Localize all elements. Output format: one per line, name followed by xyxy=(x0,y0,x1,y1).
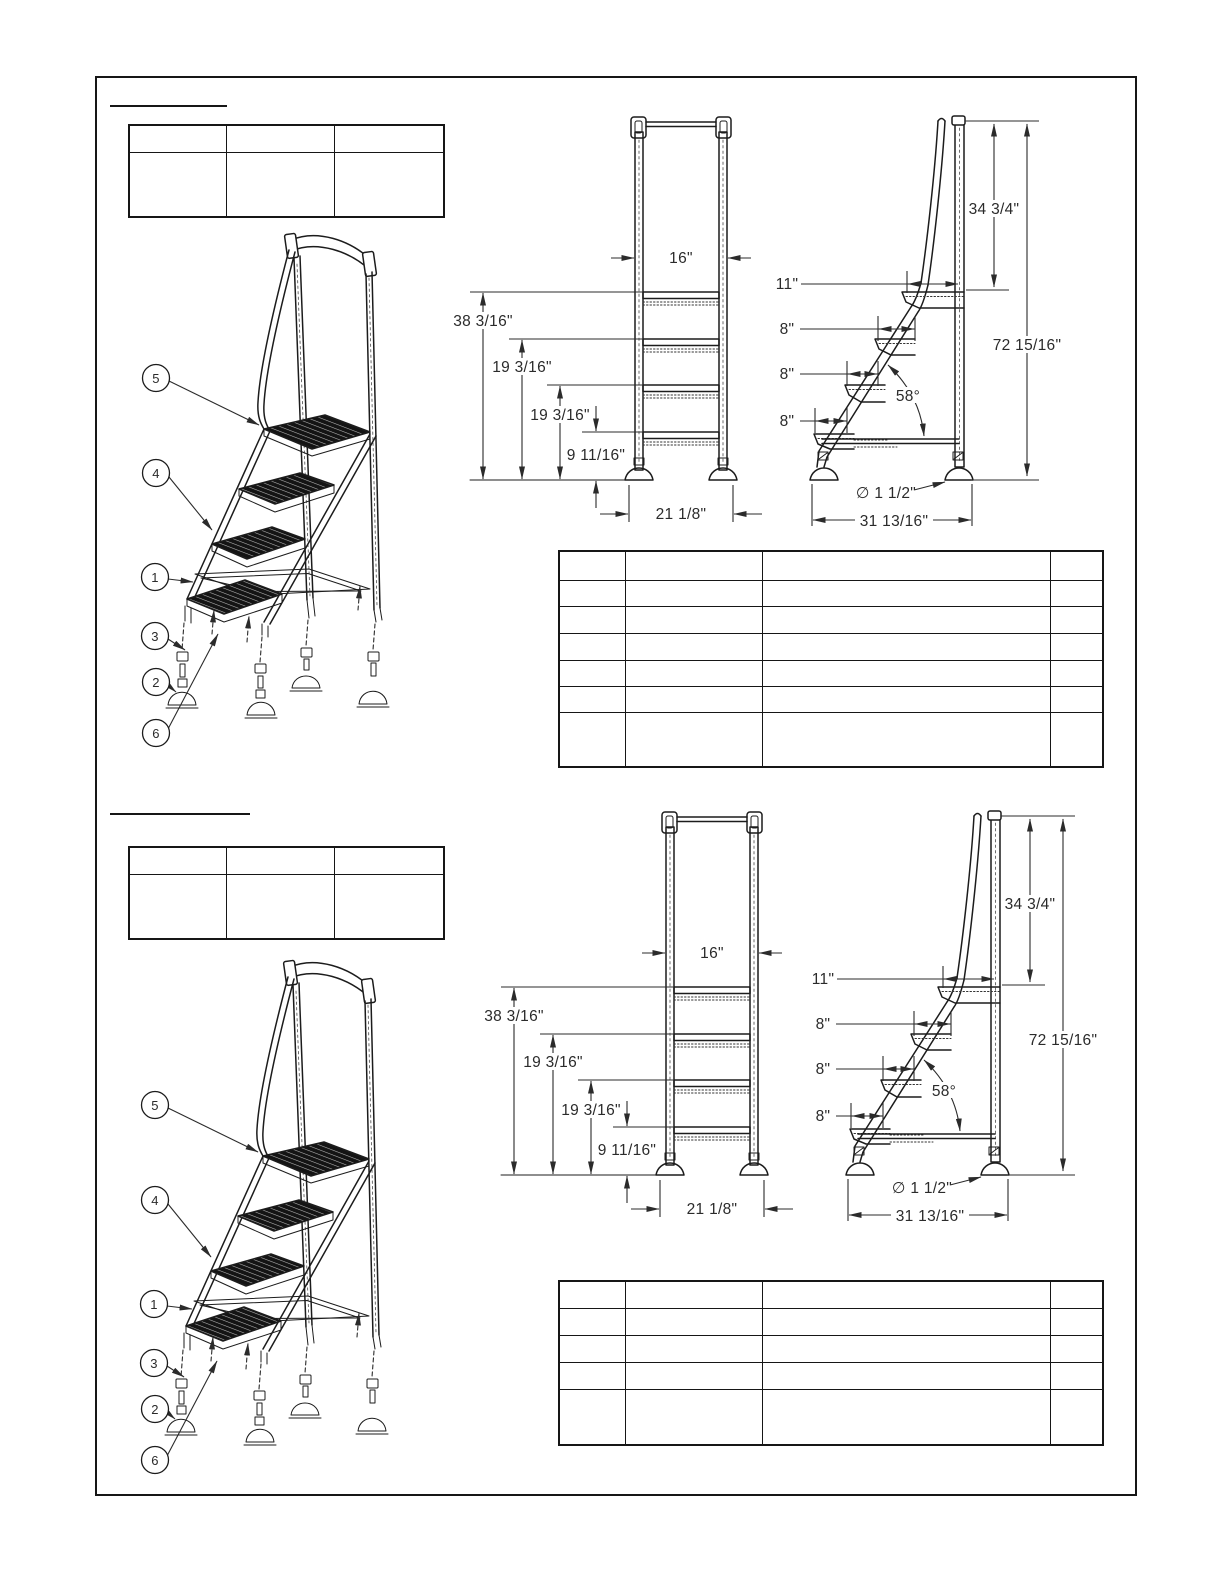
dim-height-step1: 9 11/16" xyxy=(597,1142,657,1159)
dim-top-step-depth: 11" xyxy=(811,971,835,988)
table-cell xyxy=(626,1282,763,1309)
callout-3: 3 xyxy=(151,629,159,644)
parts-list-table xyxy=(558,550,1104,768)
table-cell xyxy=(763,1309,1051,1336)
dim-tube-diameter: ∅ 1 1/2" xyxy=(855,485,917,502)
table-cell xyxy=(626,661,763,687)
table-cell xyxy=(626,552,763,581)
table-cell xyxy=(1051,634,1102,661)
table-cell xyxy=(227,153,335,216)
callout-1: 1 xyxy=(150,1297,158,1312)
dim-slope-angle: 58° xyxy=(895,388,921,405)
dim-handrail-height: 34 3/4" xyxy=(968,201,1020,218)
table-cell xyxy=(626,1309,763,1336)
dim-rail-width: 16" xyxy=(669,250,693,267)
title-underline xyxy=(110,813,250,815)
table-cell xyxy=(763,634,1051,661)
callout-4: 4 xyxy=(152,466,160,481)
table-cell xyxy=(335,153,443,216)
table-cell xyxy=(335,848,443,875)
table-cell xyxy=(626,1336,763,1363)
callout-5: 5 xyxy=(151,1098,159,1113)
table-cell xyxy=(130,153,227,216)
table-cell xyxy=(1051,581,1102,607)
table-cell xyxy=(763,1336,1051,1363)
table-cell xyxy=(626,1390,763,1444)
table-cell xyxy=(763,661,1051,687)
table-cell xyxy=(560,1363,626,1390)
dim-step-depth-c: 8" xyxy=(815,1108,831,1125)
dim-height-step2: 19 3/16" xyxy=(530,407,590,424)
table-cell xyxy=(763,607,1051,634)
dim-base-depth: 31 13/16" xyxy=(859,513,929,530)
dim-overall-height: 72 15/16" xyxy=(1028,1032,1098,1049)
dim-rail-width: 16" xyxy=(700,945,724,962)
callout-6: 6 xyxy=(152,726,160,741)
table-cell xyxy=(763,713,1051,766)
dim-handrail-height: 34 3/4" xyxy=(1004,896,1056,913)
callout-3: 3 xyxy=(150,1356,158,1371)
isometric-exploded-view xyxy=(112,222,447,782)
table-cell xyxy=(560,687,626,713)
callout-2: 2 xyxy=(152,675,160,690)
panel-bottom xyxy=(95,784,1137,1496)
isometric-exploded-view xyxy=(111,949,446,1509)
dim-height-step3: 19 3/16" xyxy=(523,1054,583,1071)
table-cell xyxy=(763,581,1051,607)
table-cell xyxy=(626,687,763,713)
table-cell xyxy=(1051,1363,1102,1390)
dim-height-step1: 9 11/16" xyxy=(566,447,626,464)
table-cell xyxy=(626,607,763,634)
table-cell xyxy=(763,1390,1051,1444)
dim-height-top-step: 38 3/16" xyxy=(484,1008,544,1025)
side-view-drawing xyxy=(803,807,1153,1247)
table-cell xyxy=(763,552,1051,581)
table-cell xyxy=(130,126,227,153)
table-cell xyxy=(335,875,443,938)
table-cell xyxy=(560,634,626,661)
parts-list-table xyxy=(558,1280,1104,1446)
dim-base-depth: 31 13/16" xyxy=(895,1208,965,1225)
title-underline xyxy=(110,105,227,107)
dim-slope-angle: 58° xyxy=(931,1083,957,1100)
callout-1: 1 xyxy=(151,570,159,585)
table-cell xyxy=(1051,607,1102,634)
table-cell xyxy=(560,552,626,581)
table-cell xyxy=(763,1363,1051,1390)
table-cell xyxy=(1051,552,1102,581)
callout-2: 2 xyxy=(151,1402,159,1417)
table-cell xyxy=(1051,713,1102,766)
dim-tube-diameter: ∅ 1 1/2" xyxy=(891,1180,953,1197)
table-cell xyxy=(1051,1282,1102,1309)
table-cell xyxy=(130,875,227,938)
table-cell xyxy=(560,1336,626,1363)
dim-step-depth-a: 8" xyxy=(779,321,795,338)
dim-base-width: 21 1/8" xyxy=(655,506,707,523)
dim-step-depth-a: 8" xyxy=(815,1016,831,1033)
spec-table xyxy=(128,846,445,940)
front-view-drawing xyxy=(452,112,762,552)
dim-step-depth-b: 8" xyxy=(779,366,795,383)
table-cell xyxy=(227,848,335,875)
panel-top xyxy=(95,76,1137,788)
dim-height-step3: 19 3/16" xyxy=(492,359,552,376)
table-cell xyxy=(227,126,335,153)
table-cell xyxy=(560,1309,626,1336)
table-cell xyxy=(560,1282,626,1309)
table-cell xyxy=(227,875,335,938)
table-cell xyxy=(626,1363,763,1390)
table-cell xyxy=(335,126,443,153)
table-cell xyxy=(626,581,763,607)
dim-step-depth-c: 8" xyxy=(779,413,795,430)
callout-4: 4 xyxy=(151,1193,159,1208)
table-cell xyxy=(1051,687,1102,713)
table-cell xyxy=(560,713,626,766)
dim-overall-height: 72 15/16" xyxy=(992,337,1062,354)
table-cell xyxy=(130,848,227,875)
table-cell xyxy=(1051,1390,1102,1444)
table-cell xyxy=(560,1390,626,1444)
table-cell xyxy=(560,581,626,607)
table-cell xyxy=(560,661,626,687)
dim-height-step2: 19 3/16" xyxy=(561,1102,621,1119)
callout-5: 5 xyxy=(152,371,160,386)
side-view-drawing xyxy=(767,112,1117,552)
table-cell xyxy=(1051,1309,1102,1336)
dim-height-top-step: 38 3/16" xyxy=(453,313,513,330)
table-cell xyxy=(763,687,1051,713)
table-cell xyxy=(626,713,763,766)
table-cell xyxy=(1051,1336,1102,1363)
dim-top-step-depth: 11" xyxy=(775,276,799,293)
spec-table xyxy=(128,124,445,218)
table-cell xyxy=(626,634,763,661)
table-cell xyxy=(763,1282,1051,1309)
table-cell xyxy=(1051,661,1102,687)
front-view-drawing xyxy=(483,807,793,1247)
callout-6: 6 xyxy=(151,1453,159,1468)
dim-step-depth-b: 8" xyxy=(815,1061,831,1078)
table-cell xyxy=(560,607,626,634)
dim-base-width: 21 1/8" xyxy=(686,1201,738,1218)
